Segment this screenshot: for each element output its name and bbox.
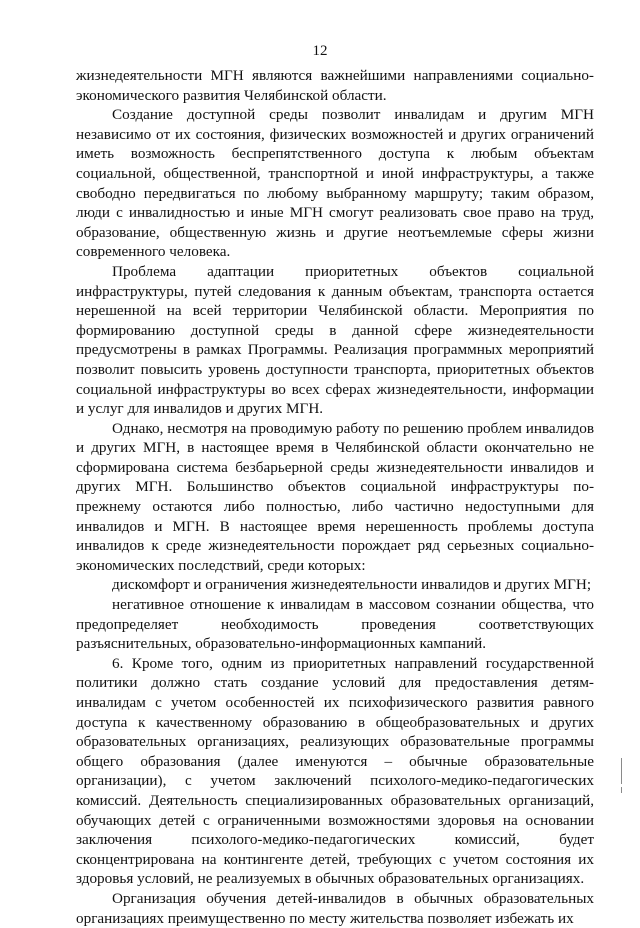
paragraph: Организация обучения детей-инвалидов в обычных образовательных организациях преимущественно по месту жительства позволяет избежать их <box>76 889 594 927</box>
paragraph: Создание доступной среды позволит инвалидам и другим МГН независимо от их состояния, физических возможностей и других ограничений иметь возможность беспрепятственного доступа к любым объектам социальной, общественной, транспортной и иной инфраструктуры, а также свободно передвигаться по любому выбранному маршруту; таким образом, люди с инвалидностью и иные МГН смогут реализовать свое право на труд, образование, общественную жизнь и другие неотъемлемые сферы жизни современного человека. <box>76 106 594 261</box>
paragraph: Однако, несмотря на проводимую работу по решению проблем инвалидов и других МГН, в настоящее время в Челябинской области окончательно не сформирована система безбарьерной среды жизнедеятельности инвалидов и других МГН. Большинство объектов социальной инфраструктуры по-прежнему остаются либо полностью, либо частично недоступными для инвалидов и МГН. В настоящее время нерешенность проблемы доступа инвалидов к среде жизнедеятельности порождает ряд серьезных социально-экономических последствий, среди которых: <box>76 419 594 574</box>
list-item: дискомфорт и ограничения жизнедеятельности инвалидов и других МГН; <box>112 576 592 594</box>
paragraph: жизнедеятельности МГН являются важнейшими направлениями социально-экономического развития Челябинской области. <box>76 67 594 104</box>
page-number: 12 <box>312 43 328 59</box>
paragraph: Проблема адаптации приоритетных объектов социальной инфраструктуры, путей следования к данным объектам, транспорта остается нерешенной на всей территории Челябинской области. Мероприятия по формированию доступной среды в данной сфере жизнедеятельности предусмотрены в рамках Программы. Реализация программных мероприятий позволит повысить уровень доступности транспорта, приоритетных объектов социальной инфраструктуры во всех сферах жизнедеятельности, информации и услуг для инвалидов и других МГН. <box>76 262 594 418</box>
scan-edge-mark <box>621 787 622 793</box>
paragraph: 6. Кроме того, одним из приоритетных направлений государственной политики должно стать создание условий для предоставления детям-инвалидам с учетом особенностей их психофизического развития равного доступа к качественному образованию в общеобразовательных и других образовательных организациях, реализующих образовательные программы общего образования (далее именуются – обычные образовательные организации), с учетом заключений психолого-медико-педагогических комиссий. Деятельность специализированных образовательных организаций, обучающих детей с ограниченными возможностями здоровья на основании заключения психолого-медико-педагогических комиссий, будет сконцентрирована на контингенте детей, требующих с учетом состояния их здоровья условий, не реализуемых в обычных образовательных организациях. <box>76 654 594 888</box>
body-text <box>76 66 594 928</box>
list-item: негативное отношение к инвалидам в массовом сознании общества, что предопределяет необходимость проведения соответствующих разъяснительных, образовательно-информационных кампаний. <box>76 596 594 653</box>
scan-edge-mark <box>621 758 622 784</box>
